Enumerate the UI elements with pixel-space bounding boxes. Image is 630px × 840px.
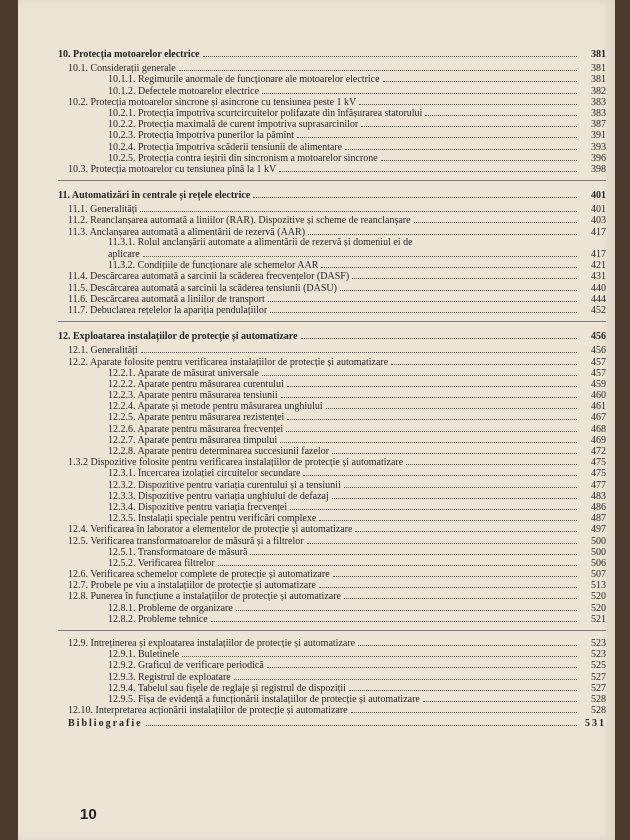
dot-leader — [286, 423, 577, 432]
section-entry — [58, 456, 606, 467]
entry-page-number: 483 — [591, 490, 606, 502]
subsection-entry — [58, 671, 606, 682]
dot-leader — [262, 367, 577, 376]
entry-page-number: 417 — [591, 249, 606, 260]
dot-leader — [270, 304, 577, 313]
dot-leader — [307, 535, 577, 544]
dot-leader — [332, 445, 577, 454]
entry-page-number: 391 — [591, 130, 606, 142]
entry-page-number: 469 — [591, 434, 606, 446]
entry-title: Bibliografie — [68, 718, 143, 730]
entry-title: 1.3.2 Dispozitive folosite pentru verificarea instalațiilor de protecție și automatizare — [68, 457, 404, 469]
dot-leader — [383, 73, 577, 82]
entry-page-number: 383 — [591, 107, 606, 119]
entry-title: 10.1. Considerații generale — [68, 63, 176, 75]
entry-page-number: 467 — [591, 412, 606, 424]
entry-title: 11.2. Reanclanșarea automată a liniilor (RAR). Dispozitive și scheme de reanclanșare — [68, 215, 411, 227]
entry-title: 12. Exploatarea instalațiilor de protecție și automatizare — [58, 331, 298, 343]
entry-title: 10.2.5. Protecția contra ieșirii din sincronism a motoarelor sincrone — [108, 152, 378, 164]
entry-page-number: 459 — [591, 378, 606, 390]
dot-leader — [355, 523, 577, 532]
entry-title: 12.2. Aparate folosite pentru verificarea instalațiilor de protecție și automatizare — [68, 356, 389, 368]
entry-page-number: 381 — [591, 63, 606, 75]
dot-leader — [321, 259, 577, 268]
subsection-entry — [58, 467, 606, 478]
dot-leader — [250, 546, 577, 555]
dot-leader — [140, 203, 577, 212]
entry-title: 10. Protecția motoarelor electrice — [58, 49, 200, 60]
entry-title: 12.9.5. Fișa de evidență a funcționării instalațiilor de protecție și automatizare — [108, 693, 420, 705]
dot-leader — [218, 557, 577, 566]
chapter-entry — [58, 189, 606, 200]
dot-leader — [358, 637, 577, 646]
entry-title: 12.9.1. Buletinele — [108, 649, 180, 661]
entry-page-number: 431 — [591, 271, 606, 283]
entry-title: 12.8.1. Probleme de organizare — [108, 602, 233, 614]
entry-title: 11.7. Debuclarea rețelelor la apariția pendulațiilor — [68, 304, 268, 316]
entry-title: 10.1.2. Defectele motoarelor electrice — [108, 85, 260, 97]
entry-page-number: 387 — [591, 119, 606, 131]
subsection-entry — [58, 479, 606, 490]
subsection-entry — [58, 693, 606, 704]
entry-page-number: 403 — [591, 215, 606, 227]
entry-title: 10.2.2. Protecția maximală de curent împotriva suprasarcinilor — [108, 119, 359, 131]
entry-title: 11.5. Descărcarea automată a sarcinii la scăderea tensiunii (DASU) — [68, 282, 337, 294]
dot-leader — [333, 568, 577, 577]
subsection-entry — [58, 602, 606, 613]
subsection-entry — [58, 434, 606, 445]
entry-title: 12.2.3. Aparate pentru măsurarea tensiunii — [108, 390, 278, 402]
section-divider — [58, 180, 606, 181]
entry-page-number: 507 — [591, 569, 606, 581]
entry-page-number: 401 — [591, 204, 606, 216]
entry-page-number: 500 — [591, 546, 606, 558]
dot-leader — [203, 48, 577, 57]
entry-page-number: 381 — [591, 74, 606, 86]
entry-page-number: 472 — [591, 446, 606, 457]
dot-leader — [253, 189, 577, 198]
entry-title: 12.3.1. Încercarea izolației circuitelor secundare — [108, 468, 301, 480]
dot-leader — [319, 579, 577, 588]
section-entry — [58, 282, 606, 293]
entry-page-number: 528 — [591, 693, 606, 705]
section-entry — [58, 293, 606, 304]
entry-page-number: 531 — [585, 718, 606, 730]
entry-page-number: 444 — [591, 293, 606, 305]
bibliography-entry — [58, 717, 606, 728]
entry-page-number: 527 — [591, 682, 606, 694]
entry-page-number: 520 — [591, 602, 606, 614]
dot-leader — [319, 512, 577, 521]
entry-title: 12.2.2. Aparate pentru măsurarea curentului — [108, 378, 284, 390]
entry-title: 12.6. Verificarea schemelor complete de protecție și automatizare — [68, 569, 330, 581]
entry-page-number: 417 — [591, 226, 606, 238]
dot-leader — [425, 107, 577, 116]
section-entry — [58, 96, 606, 107]
dot-leader — [211, 613, 577, 622]
book-page — [18, 0, 615, 840]
subsection-entry — [58, 659, 606, 670]
section-entry — [58, 163, 606, 174]
dot-leader — [280, 434, 577, 443]
dot-leader — [303, 467, 577, 476]
dot-leader — [423, 693, 577, 702]
subsection-entry — [58, 423, 606, 434]
entry-page-number: 440 — [591, 282, 606, 294]
dot-leader — [143, 248, 577, 257]
dot-leader — [381, 152, 577, 161]
entry-page-number: 527 — [591, 671, 606, 683]
subsection-entry — [58, 557, 606, 568]
entry-page-number: 381 — [591, 49, 606, 60]
entry-page-number: 521 — [591, 613, 606, 625]
entry-title: 12.3.5. Instalații speciale pentru verificări complexe — [108, 513, 317, 525]
entry-page-number: 457 — [591, 356, 606, 368]
section-entry — [58, 579, 606, 590]
entry-page-number: 421 — [591, 260, 606, 272]
entry-title: 11.3.1. Rolul anclanșării automate a alimentării de rezervă și domeniul ei de — [108, 236, 413, 248]
page-number: 10 — [80, 806, 97, 823]
entry-title: 12.8. Punerea în funcțiune a instalațiilor de protecție și automatizare — [68, 591, 341, 603]
subsection-entry — [58, 152, 606, 163]
dot-leader — [141, 344, 577, 353]
dot-leader — [326, 400, 577, 409]
entry-page-number: 398 — [591, 163, 606, 175]
subsection-entry — [58, 512, 606, 523]
section-entry — [58, 214, 606, 225]
entry-title: 12.2.7. Aparate pentru măsurarea timpului — [108, 434, 278, 446]
subsection-entry — [58, 85, 606, 96]
dot-leader — [262, 85, 577, 94]
entry-title: 12.2.6. Aparate pentru măsurarea frecvenței — [108, 423, 284, 435]
table-of-contents — [58, 48, 606, 729]
entry-title: 12.5.1. Transformatoare de măsură — [108, 546, 248, 558]
section-entry — [58, 203, 606, 214]
subsection-entry — [58, 107, 606, 118]
section-entry — [58, 568, 606, 579]
dot-leader — [146, 717, 577, 726]
section-entry — [58, 62, 606, 73]
dot-leader — [414, 214, 577, 223]
entry-page-number: 513 — [591, 580, 606, 592]
subsection-entry — [58, 259, 606, 270]
entry-title: 10.2.3. Protecția împotriva punerilor la pămînt — [108, 130, 295, 142]
subsection-entry-continuation — [58, 248, 606, 259]
entry-title: 12.5.2. Verificarea filtrelor — [108, 557, 215, 569]
entry-page-number: 393 — [591, 141, 606, 153]
entry-title: 10.1.1. Regimurile anormale de funcționare ale motoarelor electrice — [108, 74, 380, 86]
section-entry — [58, 344, 606, 355]
dot-leader — [406, 456, 577, 465]
chapter-entry — [58, 48, 606, 59]
entry-title: 11.6. Descărcarea automată a liniilor de transport — [68, 293, 265, 305]
subsection-entry — [58, 389, 606, 400]
entry-page-number: 528 — [591, 705, 606, 717]
section-divider — [58, 630, 606, 631]
dot-leader — [236, 602, 577, 611]
subsection-entry — [58, 613, 606, 624]
dot-leader — [391, 356, 577, 365]
dot-leader — [344, 479, 577, 488]
entry-title: 12.2.4. Aparate și metode pentru măsurarea unghiului — [108, 401, 323, 413]
dot-leader — [182, 648, 577, 657]
dot-leader — [351, 704, 577, 713]
section-entry — [58, 704, 606, 715]
entry-page-number: 477 — [591, 479, 606, 491]
section-divider — [58, 321, 606, 322]
entry-title: 12.10. Interpretarea acționării instalațiilor de protecție și automatizare — [68, 705, 348, 717]
subsection-entry — [58, 546, 606, 557]
subsection-entry — [58, 682, 606, 693]
subsection-entry — [58, 501, 606, 512]
entry-title: 12.4. Verificarea în laborator a elementelor de protecție și automatizare — [68, 524, 353, 536]
entry-title: 12.2.5. Aparate pentru măsurarea rezistenței — [108, 412, 285, 424]
subsection-entry — [58, 118, 606, 129]
dot-leader — [287, 411, 577, 420]
dot-leader — [287, 378, 577, 387]
entry-title: 10.2. Protecția motoarelor sincrone și asincrone cu tensiunea peste 1 kV — [68, 96, 357, 108]
entry-title: 12.9. Întreținerea și exploatarea instalațiilor de protecție și automatizare — [68, 638, 356, 649]
entry-page-number: 500 — [591, 535, 606, 547]
dot-leader — [359, 96, 577, 105]
dot-leader — [179, 62, 577, 71]
entry-page-number: 523 — [591, 649, 606, 661]
entry-title: 11.4. Descărcarea automată a sarcinii la scăderea frecvențelor (DASF) — [68, 271, 350, 283]
section-entry — [58, 304, 606, 315]
dot-leader — [308, 226, 577, 235]
entry-title: 11.3. Anclanșarea automată a alimentării de rezervă (AAR) — [68, 226, 306, 238]
entry-title: 12.3.3. Dispozitive pentru variația unghiului de defazaj — [108, 490, 329, 502]
entry-title: 10.2.4. Protecția împotriva scăderii tensiunii de alimentare — [108, 141, 343, 153]
subsection-entry — [58, 141, 606, 152]
section-entry — [58, 356, 606, 367]
section-entry — [58, 535, 606, 546]
subsection-entry — [58, 648, 606, 659]
dot-leader — [297, 129, 577, 138]
entry-title: 12.3.4. Dispozitive pentru variația frecvenței — [108, 501, 288, 513]
dot-leader — [344, 590, 577, 599]
entry-title: 12.2.8. Aparate pentru determinarea succesiunii fazelor — [108, 446, 330, 457]
dot-leader — [281, 389, 577, 398]
entry-title: 11. Automatizări în centrale și rețele electrice — [58, 190, 251, 202]
dot-leader — [340, 282, 577, 291]
entry-title: 11.3.2. Condițiile de funcționare ale schemelor AAR — [108, 260, 319, 272]
entry-page-number: 475 — [591, 457, 606, 469]
entry-title: 12.1. Generalități — [68, 345, 138, 357]
section-entry — [58, 590, 606, 601]
entry-title: 11.1. Generalități — [68, 204, 138, 216]
subsection-entry — [58, 129, 606, 140]
subsection-entry — [58, 237, 606, 248]
entry-page-number: 497 — [591, 524, 606, 536]
entry-title: 12.9.4. Tabelul sau fișele de reglaje și registrul de dispoziții — [108, 682, 346, 694]
entry-title: aplicare — [108, 249, 140, 260]
entry-page-number: 382 — [591, 85, 606, 97]
subsection-entry — [58, 400, 606, 411]
dot-leader — [301, 330, 577, 339]
dot-leader — [361, 118, 577, 127]
entry-page-number: 523 — [591, 638, 606, 649]
entry-page-number: 456 — [591, 345, 606, 357]
entry-title: 10.2.1. Protecția împotriva scurtcircuitelor polifazate din înfășurarea statorului — [108, 107, 423, 119]
entry-page-number: 401 — [591, 190, 606, 202]
entry-page-number: 452 — [591, 304, 606, 316]
entry-page-number: 468 — [591, 423, 606, 435]
subsection-entry — [58, 367, 606, 378]
entry-title: 12.7. Probele pe viu a instalațiilor de protecție și automatizare — [68, 580, 316, 592]
entry-page-number: 396 — [591, 152, 606, 164]
entry-title: 12.8.2. Probleme tehnice — [108, 613, 208, 625]
subsection-entry — [58, 445, 606, 456]
entry-title: 12.2.1. Aparate de măsurat universale — [108, 367, 259, 379]
entry-page-number: 460 — [591, 390, 606, 402]
entry-page-number: 525 — [591, 660, 606, 672]
dot-leader — [290, 501, 577, 510]
section-entry — [58, 226, 606, 237]
dot-leader — [352, 270, 577, 279]
entry-title: 12.9.2. Graficul de verificare periodică — [108, 660, 264, 672]
section-entry — [58, 270, 606, 281]
chapter-entry — [58, 330, 606, 341]
entry-title: 12.9.3. Registrul de exploatare — [108, 671, 231, 683]
entry-title: 10.3. Protecția motoarelor cu tensiunea pînă la 1 kV — [68, 163, 277, 175]
dot-leader — [267, 659, 577, 668]
dot-leader — [332, 490, 577, 499]
dot-leader — [268, 293, 577, 302]
dot-leader — [349, 682, 577, 691]
entry-page-number: 383 — [591, 96, 606, 108]
entry-title: 12.3.2. Dispozitive pentru variația curentului și a tensiunii — [108, 479, 341, 491]
entry-page-number: 520 — [591, 591, 606, 603]
entry-title: 12.5. Verificarea transformatoarelor de măsură și a filtrelor — [68, 535, 304, 547]
subsection-entry — [58, 73, 606, 84]
entry-page-number: 475 — [591, 468, 606, 480]
subsection-entry — [58, 490, 606, 501]
entry-page-number: 456 — [591, 331, 606, 343]
entry-page-number: 457 — [591, 367, 606, 379]
dot-leader — [234, 671, 577, 680]
dot-leader — [345, 141, 577, 150]
section-entry — [58, 523, 606, 534]
dot-leader — [279, 163, 577, 172]
entry-page-number: 486 — [591, 501, 606, 513]
subsection-entry — [58, 378, 606, 389]
entry-page-number: 461 — [591, 401, 606, 413]
entry-page-number: 487 — [591, 513, 606, 525]
section-entry — [58, 637, 606, 648]
subsection-entry — [58, 411, 606, 422]
entry-page-number: 506 — [591, 557, 606, 569]
